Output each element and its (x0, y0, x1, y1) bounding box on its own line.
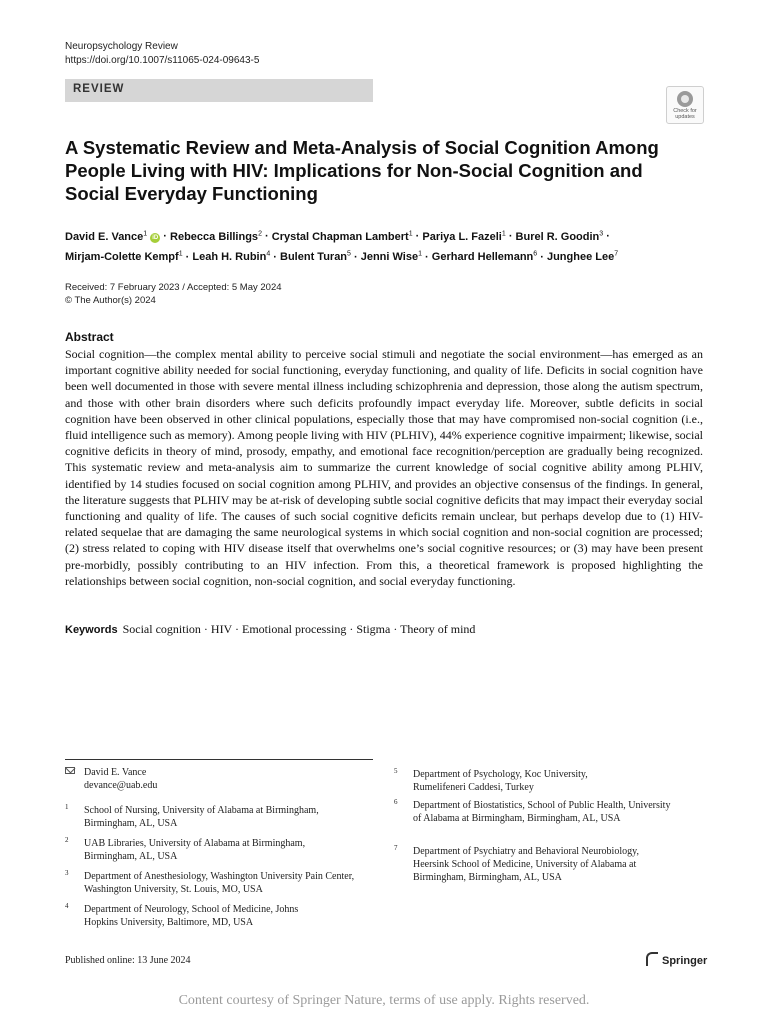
author[interactable]: David E. Vance$^1$ (65, 230, 148, 243)
springer-horse-icon (646, 952, 658, 966)
footnotes-left: David E. Vance devance@uab.edu 1 School of Nursing, University of Alabama at Birmingham, Birmingham, AL, USA 2 UAB Libraries, University of Alabama at Birmingham, Birmingham, AL, USA 3 Department of Anesthesiology, Washington University Pain Center, Washington University, St. Louis, MO, USA 4 Department of Neurology, School of Medicine, Johns Hopkins University, Baltimore, MD, USA (65, 767, 355, 928)
keywords (65, 621, 475, 638)
correspondence-name: David E. Vance (84, 767, 147, 778)
author[interactable]: Gerhard Hellemann$^6$ (431, 250, 538, 264)
published-date: Published online: 13 June 2024 (65, 955, 191, 966)
publisher-name: Springer (662, 955, 708, 967)
copyright: © The Author(s) 2024 (65, 295, 156, 306)
doi-link[interactable]: https://doi.org/10.1007/s11065-024-09643-5 (65, 55, 260, 66)
article-title: A Systematic Review and Meta-Analysis of Social Cognition Among People Living with HIV: Implications for Non-Social Cognition and Social Everyday Functioning (65, 137, 659, 204)
author[interactable]: Rebecca Billings$^2$ (170, 230, 262, 243)
author-list: David E. Vance$^1$ iD · Rebecca Billings$^2$ · Crystal Chapman Lambert$^1$ · Pariya L. Fazeli$^1$ · Burel R. Goodin$^3$ · Mirjam-Colette Kempf$^1$ · Leah H. Rubin$^4$ · Bulent Turan$^5$ · Jenni Wise$^1$ · Gerhard Hellemann$^6$ · Junghee Lee$^7$ (65, 230, 619, 264)
article-type-bar (65, 79, 373, 102)
author[interactable]: Bulent Turan$^5$ (280, 250, 351, 264)
check-for-updates-icon (677, 91, 693, 107)
footnotes-right: 5 Department of Psychology, Koc University, Rumelifeneri Caddesi, Turkey 6 Department of Biostatistics, School of Public Health, University of Alabama at Birmingham, Birmingham, AL, USA 7 Department of Psychiatry and Behavioral Neurobiology, Heersink School of Medicine, University of Alabama at Birmingham, Birmingham, AL, USA (394, 767, 671, 883)
author[interactable]: Pariya L. Fazeli$^1$ (422, 230, 506, 243)
article-type-label: REVIEW (73, 83, 125, 95)
footnote-rule (65, 759, 373, 760)
author[interactable]: Leah H. Rubin$^4$ (192, 250, 271, 264)
received-accepted: Received: 7 February 2023 / Accepted: 5 May 2024 (65, 282, 282, 293)
check-for-updates-button[interactable] (666, 86, 704, 124)
abstract-text: Social cognition—the complex mental ability to perceive social stimuli and negotiate the social environment—has emerged as an important cognitive ability needed for social functioning, everyday functioning, and quality of life. Deficits in social cognition have been well documented in those with severe mental illness including schizophrenia and depression, those along the autism spectrum, and those with other brain disorders where such deficits profoundly impact everyday life. Moreover, subtle deficits in social cognition have been observed in other clinical populations, especially those that may have compromised non-social cognition (i.e., fluid intelligence such as memory). Among people living with HIV (PLHIV), 44% experience cognitive impairment; likewise, social cognitive deficits in theory of mind, prosody, empathy, and emotional face recognition/perception are gradually being recognized. This systematic review and meta-analysis aim to summarize the current knowledge of social cognitive ability among PLHIV, identified by 14 studies focused on social cognition among PLHIV, and provides an objective consensus of the findings. In general, the literature suggests that PLHIV may be at-risk of developing subtle social cognitive deficits that may impact their everyday social functioning and quality of life. The causes of such social cognitive deficits remain unclear, but perhaps develop due to (1) HIV-related sequelae that are damaging the same neurological systems in which social cognition and non-social cognition are processed; (2) stress related to coping with HIV disease itself that overwhelms one’s social cognitive resources; or (3) may have been present pre-morbidly, possibly contributing to an HIV infection. From this, a theoretical framework is proposed highlighting the relationships between social cognition, non-social cognition, and social everyday functioning. (65, 347, 703, 588)
courtesy-notice: Content courtesy of Springer Nature, terms of use apply. Rights reserved. (178, 993, 590, 1008)
check-for-updates-label: Check for updates (673, 108, 697, 120)
abstract-heading: Abstract (65, 330, 114, 344)
author[interactable]: Crystal Chapman Lambert$^1$ (271, 230, 413, 243)
keywords-text: Social cognition · HIV · Emotional processing · Stigma · Theory of mind (122, 622, 476, 636)
correspondence-email[interactable]: devance@uab.edu (84, 780, 158, 791)
author[interactable]: Junghee Lee$^7$ (546, 250, 619, 264)
author[interactable]: Burel R. Goodin$^3$ (515, 230, 604, 243)
article-dates (65, 281, 282, 307)
orcid-icon[interactable]: iD (152, 234, 159, 241)
author[interactable]: Jenni Wise$^1$ (360, 250, 422, 264)
journal-header (65, 40, 259, 68)
keywords-heading: Keywords (65, 624, 118, 636)
author[interactable]: Mirjam-Colette Kempf$^1$ (65, 250, 183, 264)
journal-name: Neuropsychology Review (65, 41, 178, 52)
publisher-logo[interactable] (646, 952, 707, 967)
mail-icon[interactable] (65, 767, 75, 774)
